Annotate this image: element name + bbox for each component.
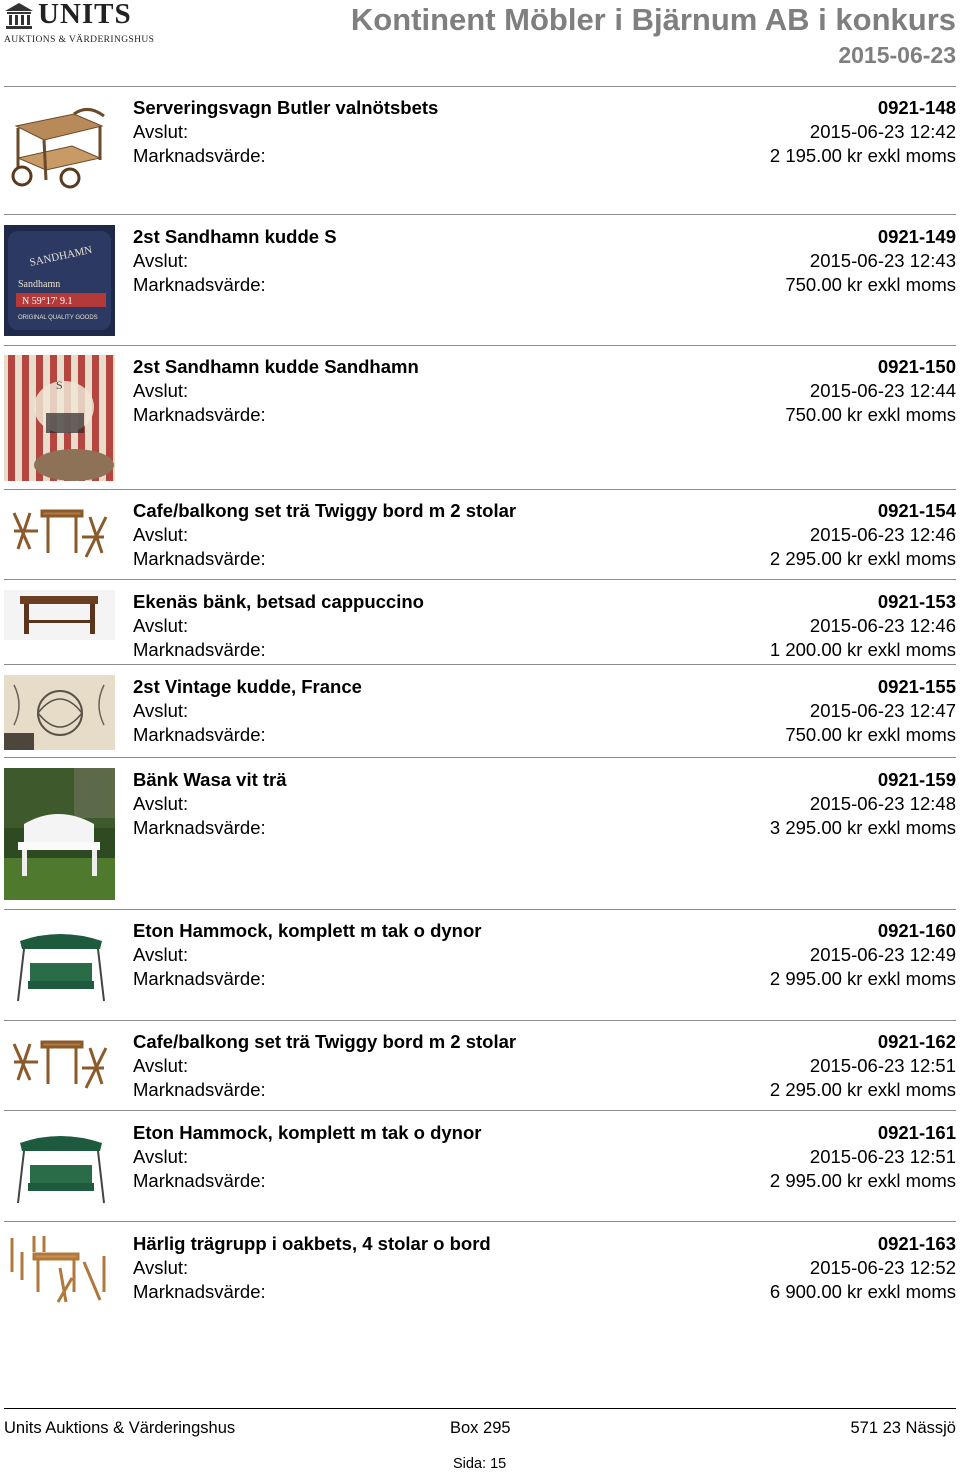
divider (4, 489, 956, 490)
item-name: Ekenäs bänk, betsad cappuccino (133, 591, 424, 612)
lot-number: 0921-149 (877, 226, 956, 247)
page-title: Kontinent Möbler i Bjärnum AB i konkurs (350, 2, 956, 37)
end-label: Avslut: (133, 380, 189, 401)
value-label: Marknadsvärde: (133, 817, 266, 838)
market-value: 1 200.00 kr exkl moms (769, 639, 956, 660)
market-value: 2 295.00 kr exkl moms (769, 1079, 956, 1100)
end-time: 2015-06-23 12:43 (809, 250, 956, 271)
bench-icon (4, 590, 115, 640)
item-name: Cafe/balkong set trä Twiggy bord m 2 stolar (133, 1031, 517, 1052)
cafe-set-icon (4, 1034, 115, 1096)
value-label: Marknadsvärde: (133, 274, 266, 295)
white-bench-icon (4, 768, 115, 900)
logo-name: UNITS (38, 0, 132, 30)
vintage-cushion-icon (4, 675, 115, 750)
end-label: Avslut: (133, 1257, 189, 1278)
end-label: Avslut: (133, 524, 189, 545)
logo-subtitle: AUKTIONS & VÄRDERINGSHUS (4, 35, 155, 45)
end-label: Avslut: (133, 615, 189, 636)
divider (4, 664, 956, 665)
divider (4, 345, 956, 346)
end-time: 2015-06-23 12:47 (809, 700, 956, 721)
svg-text:Sandhamn: Sandhamn (18, 279, 61, 290)
lot-number: 0921-153 (877, 591, 956, 612)
end-time: 2015-06-23 12:49 (809, 944, 956, 965)
hammock-icon (4, 1129, 115, 1209)
value-label: Marknadsvärde: (133, 1281, 266, 1302)
item-name: Härlig trägrupp i oakbets, 4 stolar o bord (133, 1233, 491, 1254)
market-value: 3 295.00 kr exkl moms (769, 817, 956, 838)
footer-box: Box 295 (450, 1419, 511, 1437)
page-header (0, 0, 960, 88)
lot-number: 0921-160 (877, 920, 956, 941)
end-label: Avslut: (133, 793, 189, 814)
market-value: 750.00 kr exkl moms (785, 724, 956, 745)
trolley-icon (4, 106, 115, 192)
value-label: Marknadsvärde: (133, 404, 266, 425)
market-value: 750.00 kr exkl moms (785, 274, 956, 295)
divider (4, 579, 956, 580)
lot-number: 0921-150 (877, 356, 956, 377)
cafe-set-icon (4, 503, 115, 565)
item-name: Bänk Wasa vit trä (133, 769, 287, 790)
building-icon (4, 2, 34, 30)
divider (4, 757, 956, 758)
end-label: Avslut: (133, 1055, 189, 1076)
value-label: Marknadsvärde: (133, 968, 266, 989)
item-name: Eton Hammock, komplett m tak o dynor (133, 1122, 482, 1143)
svg-text:N 59°17' 9.1: N 59°17' 9.1 (22, 296, 73, 307)
market-value: 2 195.00 kr exkl moms (769, 145, 956, 166)
end-label: Avslut: (133, 944, 189, 965)
cushion-icon (4, 225, 115, 336)
item-name: Cafe/balkong set trä Twiggy bord m 2 stolar (133, 500, 517, 521)
item-name: Serveringsvagn Butler valnötsbets (133, 97, 439, 118)
page-number: Sida: 15 (453, 1456, 507, 1472)
striped-cushion-icon (4, 355, 115, 481)
hammock-icon (4, 927, 115, 1007)
market-value: 750.00 kr exkl moms (785, 404, 956, 425)
value-label: Marknadsvärde: (133, 639, 266, 660)
value-label: Marknadsvärde: (133, 1079, 266, 1100)
end-time: 2015-06-23 12:46 (809, 524, 956, 545)
lot-number: 0921-161 (877, 1122, 956, 1143)
divider (4, 86, 956, 87)
item-name: 2st Vintage kudde, France (133, 676, 362, 697)
page-date: 2015-06-23 (838, 42, 956, 68)
value-label: Marknadsvärde: (133, 548, 266, 569)
lot-number: 0921-159 (877, 769, 956, 790)
divider (4, 214, 956, 215)
divider (4, 1020, 956, 1021)
footer-divider (4, 1408, 956, 1409)
divider (4, 1110, 956, 1111)
lot-number: 0921-163 (877, 1233, 956, 1254)
lot-number: 0921-155 (877, 676, 956, 697)
item-name: 2st Sandhamn kudde Sandhamn (133, 356, 419, 377)
footer-address: 571 23 Nässjö (850, 1419, 956, 1437)
end-time: 2015-06-23 12:44 (809, 380, 956, 401)
lot-number: 0921-154 (877, 500, 956, 521)
divider (4, 909, 956, 910)
end-time: 2015-06-23 12:51 (809, 1146, 956, 1167)
lot-number: 0921-148 (877, 97, 956, 118)
garden-group-icon (4, 1232, 115, 1306)
end-time: 2015-06-23 12:51 (809, 1055, 956, 1076)
market-value: 2 995.00 kr exkl moms (769, 968, 956, 989)
end-time: 2015-06-23 12:42 (809, 121, 956, 142)
divider (4, 1221, 956, 1222)
item-name: 2st Sandhamn kudde S (133, 226, 337, 247)
item-name: Eton Hammock, komplett m tak o dynor (133, 920, 482, 941)
value-label: Marknadsvärde: (133, 724, 266, 745)
svg-text:SANDHAMN: SANDHAMN (28, 243, 94, 269)
market-value: 2 295.00 kr exkl moms (769, 548, 956, 569)
end-time: 2015-06-23 12:48 (809, 793, 956, 814)
market-value: 2 995.00 kr exkl moms (769, 1170, 956, 1191)
value-label: Marknadsvärde: (133, 1170, 266, 1191)
svg-text:ORIGINAL QUALITY GOODS: ORIGINAL QUALITY GOODS (18, 315, 98, 321)
end-label: Avslut: (133, 1146, 189, 1167)
value-label: Marknadsvärde: (133, 145, 266, 166)
end-label: Avslut: (133, 700, 189, 721)
lot-number: 0921-162 (877, 1031, 956, 1052)
footer-company: Units Auktions & Värderingshus (4, 1419, 236, 1437)
end-time: 2015-06-23 12:46 (809, 615, 956, 636)
svg-text:S: S (56, 378, 63, 392)
end-time: 2015-06-23 12:52 (809, 1257, 956, 1278)
end-label: Avslut: (133, 250, 189, 271)
units-logo (4, 0, 164, 48)
end-label: Avslut: (133, 121, 189, 142)
market-value: 6 900.00 kr exkl moms (769, 1281, 956, 1302)
